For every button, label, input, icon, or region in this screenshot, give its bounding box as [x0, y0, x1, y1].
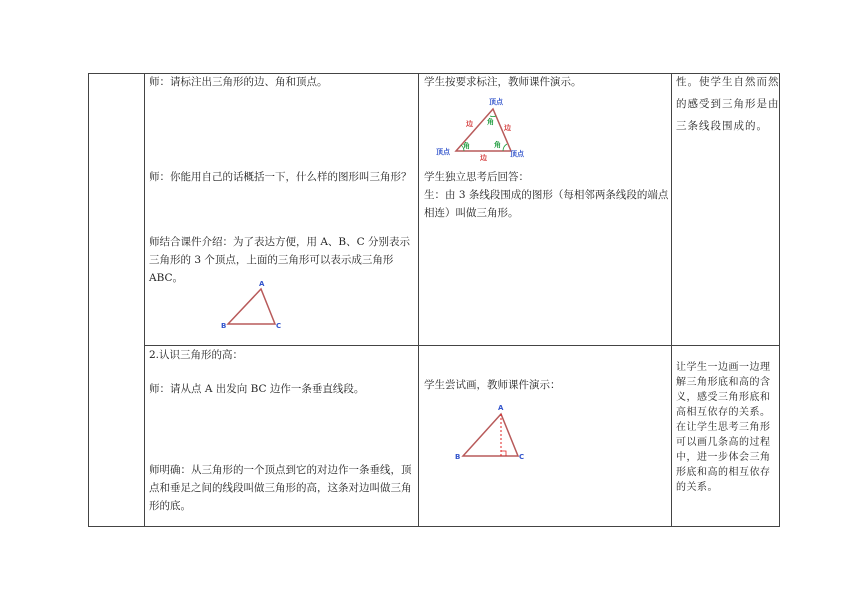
row2-teacher-heading: 2.认识三角形的高：: [149, 349, 244, 361]
row2-student-p1: 学生尝试画，教师课件演示：: [424, 379, 561, 391]
vertex-label-a: A: [498, 404, 504, 412]
vertex-label-b: B: [455, 453, 461, 461]
row1-teacher-p3: 师结合课件介绍：为了表达方便，用 A、B、C 分别表示三角形的 3 个顶点，上面的三角形可以表示成三角形ABC。: [149, 236, 411, 284]
row1-student-p3: 生：由 3 条线段围成的图形（每相邻两条线段的端点相连）叫做三角形。: [424, 189, 669, 219]
vertex-label-c: C: [276, 322, 282, 330]
row1-intent-line3: 三条线段围成的。: [676, 120, 768, 132]
vertex-label-c: C: [519, 453, 525, 461]
vertex-label-b: B: [221, 322, 227, 330]
table-border-right: [779, 73, 780, 527]
column-divider: [418, 73, 419, 527]
row2-teacher-p2: 师：请从点 A 出发向 BC 边作一条垂直线段。: [149, 383, 365, 395]
column-divider: [144, 73, 145, 527]
triangle-parts-diagram: [436, 96, 536, 160]
table-border-left: [88, 73, 89, 527]
row1-teacher-p1: 师：请标注出三角形的边、角和顶点。: [149, 76, 328, 88]
vertex-label-right: 顶点: [510, 150, 524, 158]
row2-teacher-p3: 师明确：从三角形的一个顶点到它的对边作一条垂线，顶点和垂足之间的线段叫做三角形的高，这条对边叫做三角形的底。: [149, 464, 412, 512]
row1-teacher-p2: 师：你能用自己的话概括一下，什么样的图形叫三角形？: [149, 171, 412, 183]
angle-label-top: 角: [487, 118, 494, 126]
side-label-right: 边: [504, 124, 511, 132]
triangle-abc-diagram: [218, 280, 288, 330]
row2-intent-text: 让学生一边画一边理解三角形底和高的含义，感受三角形底和高相互依存的关系。在让学生思考三角形可以画几条高的过程中，进一步体会三角形底和高的相互依存的关系。: [676, 362, 771, 493]
side-label-left: 边: [466, 120, 473, 128]
column-divider: [671, 73, 672, 527]
angle-label-right: 角: [494, 141, 501, 149]
triangle-altitude-diagram: [452, 402, 532, 462]
row1-intent-line2: 的感受到三角形是由: [676, 98, 780, 110]
table-border-bottom: [88, 526, 780, 527]
row1-student-p1: 学生按要求标注，教师课件演示。: [424, 76, 582, 88]
vertex-label-left: 顶点: [436, 148, 450, 156]
side-label-bottom: 边: [480, 154, 487, 162]
vertex-label-top: 顶点: [489, 98, 503, 106]
vertex-label-a: A: [259, 280, 265, 288]
row1-student-p2: 学生独立思考后回答：: [424, 171, 529, 183]
row1-intent-line1: 性。使学生自然而然: [676, 76, 780, 88]
angle-label-left: 角: [463, 142, 470, 150]
